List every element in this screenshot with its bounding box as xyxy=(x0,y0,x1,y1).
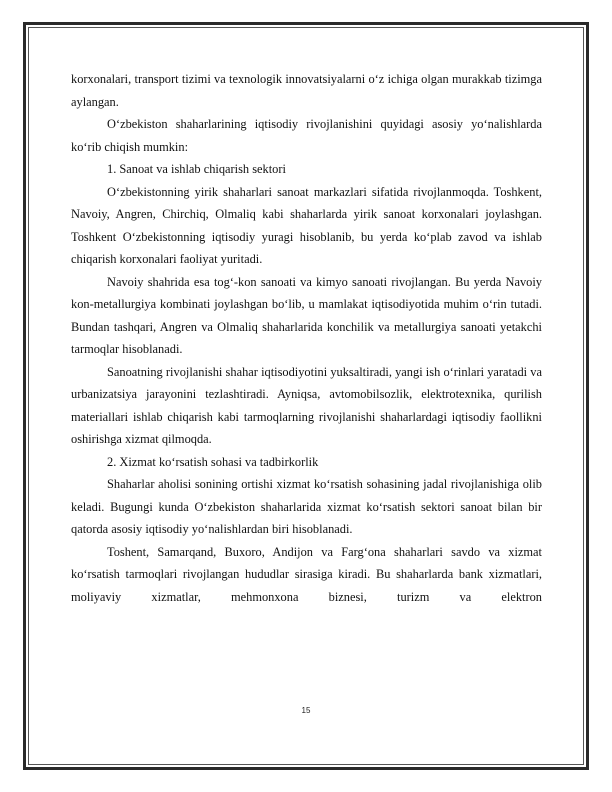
paragraph-service-cities: Toshent, Samarqand, Buxoro, Andijon va Farg‘ona shaharlari savdo va xizmat ko‘rsatish tarmoqlari rivojlangan hududlar sirasiga kiradi. Bu shaharlarda bank xizmatlari, moliyaviy xizmatlar, mehmonxona biznesi, turizm va elektron xyxy=(71,544,542,604)
paragraph-industry-growth: Sanoatning rivojlanishi shahar iqtisodiyotini yuksaltiradi, yangi ish o‘rinlari yaratadi va urbanizatsiya jarayonini tezlashtiradi. Ayniqsa, avtomobilsozlik, elektrotexnika, qurilish materiallari ishlab chiqarish kabi tarmoqlarning rivojlanishi shaharlardagi iqtisodiy faollikni oshirishga xizmat qilmoqda. xyxy=(71,364,542,446)
document-body xyxy=(71,68,542,608)
paragraph-continuation: korxonalari, transport tizimi va texnologik innovatsiyalarni o‘z ichiga olgan murakkab tizimga aylangan. xyxy=(71,72,542,109)
paragraph-intro: O‘zbekiston shaharlarining iqtisodiy rivojlanishini quyidagi asosiy yo‘nalishlarda ko‘rib chiqish mumkin: xyxy=(71,117,542,154)
paragraph-services: Shaharlar aholisi sonining ortishi xizmat ko‘rsatish sohasining jadal rivojlanishiga olib keladi. Bugungi kunda O‘zbekiston shaharlarida xizmat ko‘rsatish sektori sanoat bilan bir qatorda asosiy iqtisodiy yo‘nalishlardan biri hisoblanadi. xyxy=(71,477,542,536)
section-heading-services: 2. Xizmat ko‘rsatish sohasi va tadbirkorlik xyxy=(107,454,319,469)
paragraph-navoiy: Navoiy shahrida esa tog‘-kon sanoati va kimyo sanoati rivojlangan. Bu yerda Navoiy kon-metallurgiya kombinati joylashgan bo‘lib, u mamlakat iqtisodiyotida muhim o‘rin tutadi. Bundan tashqari, Angren va Olmaliq shaharlarida konchilik va metallurgiya sanoati yetakchi tarmoqlar hisoblanadi. xyxy=(71,274,542,356)
paragraph-industry-centers: O‘zbekistonning yirik shaharlari sanoat markazlari sifatida rivojlanmoqda. Toshkent, Navoiy, Angren, Chirchiq, Olmaliq kabi shaharlarda yirik sanoat korxonalari joylashgan. Toshkent O‘zbekistonning iqtisodiy yuragi hisoblanib, bu yerda ko‘plab zavod va ishlab chiqarish korxonalari faoliyat yuritadi. xyxy=(71,184,542,266)
section-heading-industry: 1. Sanoat va ishlab chiqarish sektori xyxy=(107,162,286,176)
page-number: 15 xyxy=(301,706,311,715)
